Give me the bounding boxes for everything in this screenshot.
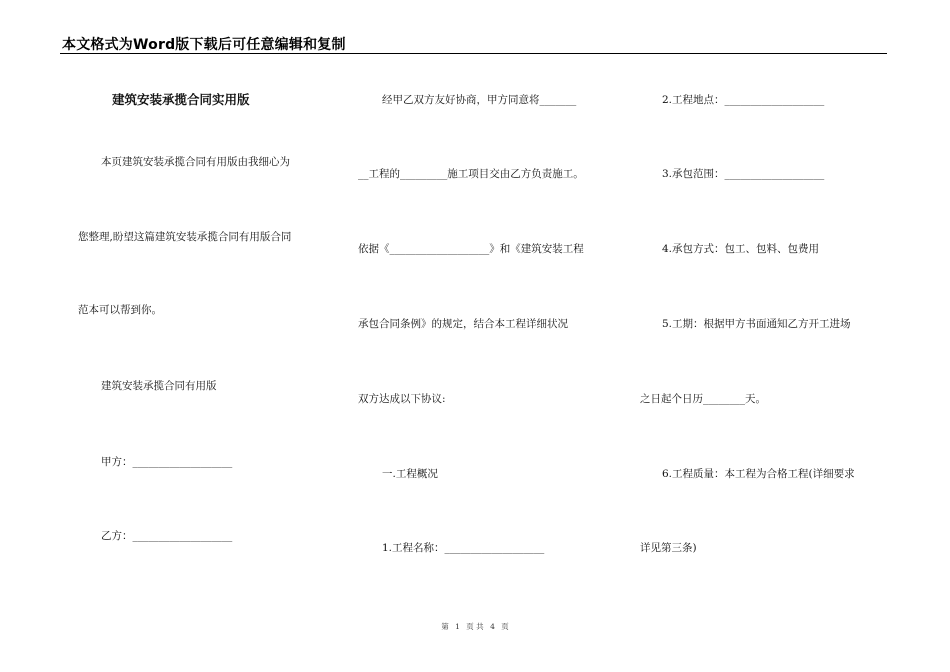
page-number-footer [0,621,950,632]
page-current: 1 [455,622,460,631]
left-paragraph-line: 本页建筑安装承揽合同有用版由我细心为 [101,156,290,168]
project-name-line: 1.工程名称：___________________ [382,542,545,554]
contract-method-line: 4.承包方式：包工、包料、包费用 [662,243,820,255]
section-heading: 一.工程概况 [382,468,438,480]
page-total: 4 [490,622,495,631]
middle-paragraph-line: 双方达成以下协议: [358,393,446,405]
page-prefix: 第 [441,622,449,631]
right-paragraph-line: 之日起个日历________天。 [640,393,766,405]
page-suffix: 页 [501,622,509,631]
middle-paragraph-line: __工程的_________施工项目交由乙方负责施工。 [358,168,584,180]
page-mid: 页 共 [466,622,484,631]
project-location-line: 2.工程地点：___________________ [662,94,825,106]
document-title: 建筑安装承揽合同实用版 [112,92,250,107]
middle-paragraph-line: 依据《___________________》和《建筑安装工程 [358,243,584,255]
right-paragraph-line: 详见第三条) [640,542,697,554]
left-paragraph-line: 范本可以帮到你。 [78,304,162,316]
project-quality-line: 6.工程质量：本工程为合格工程(详细要求 [662,468,855,480]
contract-scope-line: 3.承包范围：___________________ [662,168,825,180]
left-paragraph-line: 您整理,盼望这篇建筑安装承揽合同有用版合同 [78,231,292,243]
construction-period-line: 5.工期：根据甲方书面通知乙方开工进场 [662,318,851,330]
document-header-banner: 本文格式为Word版下载后可任意编辑和复制 [62,37,346,53]
middle-paragraph-line: 承包合同条例》的规定，结合本工程详细状况 [358,318,568,330]
party-a-line: 甲方：___________________ [101,456,233,468]
header-divider [60,53,887,54]
contract-subtitle: 建筑安装承揽合同有用版 [101,380,217,392]
middle-paragraph-line: 经甲乙双方友好协商，甲方同意将_______ [382,94,577,106]
party-b-line: 乙方：___________________ [101,530,233,542]
